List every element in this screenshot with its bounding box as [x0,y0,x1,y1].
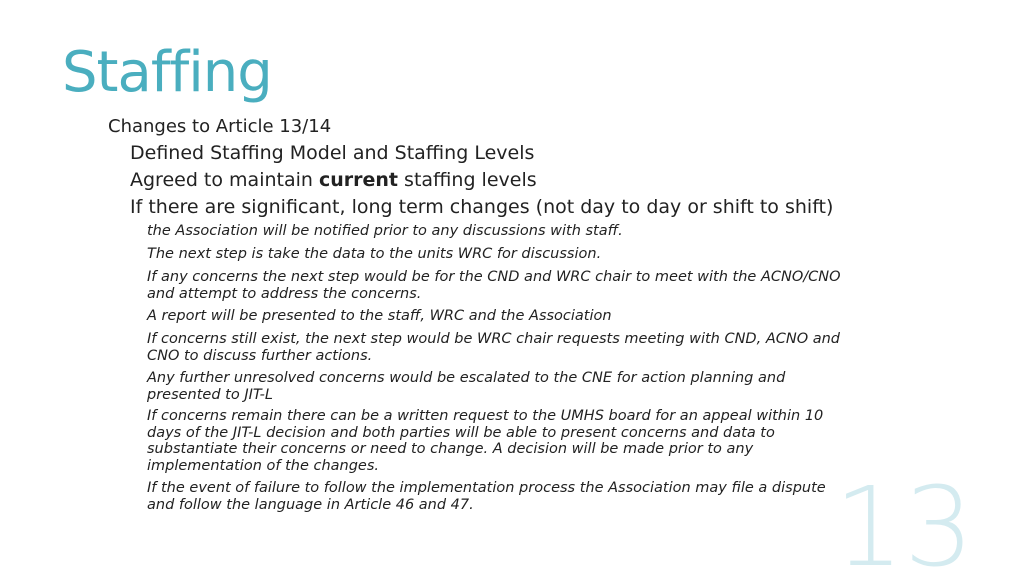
point-significant-changes: If there are significant, long term changes (not day to day or shift to shift) [130,196,834,218]
subpoint-wrc-discussion: The next step is take the data to the units WRC for discussion. [147,246,602,262]
subpoint-association-notified: the Association will be notified prior to any discussions with staff. [147,223,623,239]
point-maintain-levels [130,168,537,192]
page-number: 13 [834,463,974,575]
point-maintain-levels-before: Agreed to maintain [130,169,319,191]
subpoint-report-presented: A report will be presented to the staff, WRC and the Association [147,308,612,324]
subpoint-cne-escalation: Any further unresolved concerns would be escalated to the CNE for action planning and presented to JIT-L [147,370,786,403]
point-staffing-model: Defined Staffing Model and Staffing Levels [130,142,535,164]
subpoint-cnd-wrc-meeting: If any concerns the next step would be for the CND and WRC chair to meet with the ACNO/CNO and attempt to address the concerns. [147,269,841,302]
subpoint-dispute: If the event of failure to follow the implementation process the Association may file a dispute and follow the language in Article 46 and 47. [147,480,826,513]
slide-title: Staffing [62,40,272,105]
heading-article-changes: Changes to Article 13/14 [108,116,332,137]
subpoint-wrc-chair-request: If concerns still exist, the next step would be WRC chair requests meeting with CND, ACNO and CNO to discuss further actions. [147,331,841,364]
point-maintain-levels-bold: current [318,169,399,191]
subpoint-umhs-appeal: If concerns remain there can be a written request to the UMHS board for an appeal within 10 days of the JIT-L decision and both parties will be able to present concerns and data to substantiate their concerns or need to change. A decision will be made prior to any implementation of the changes. [147,408,824,474]
point-maintain-levels-after: staffing levels [398,169,537,191]
